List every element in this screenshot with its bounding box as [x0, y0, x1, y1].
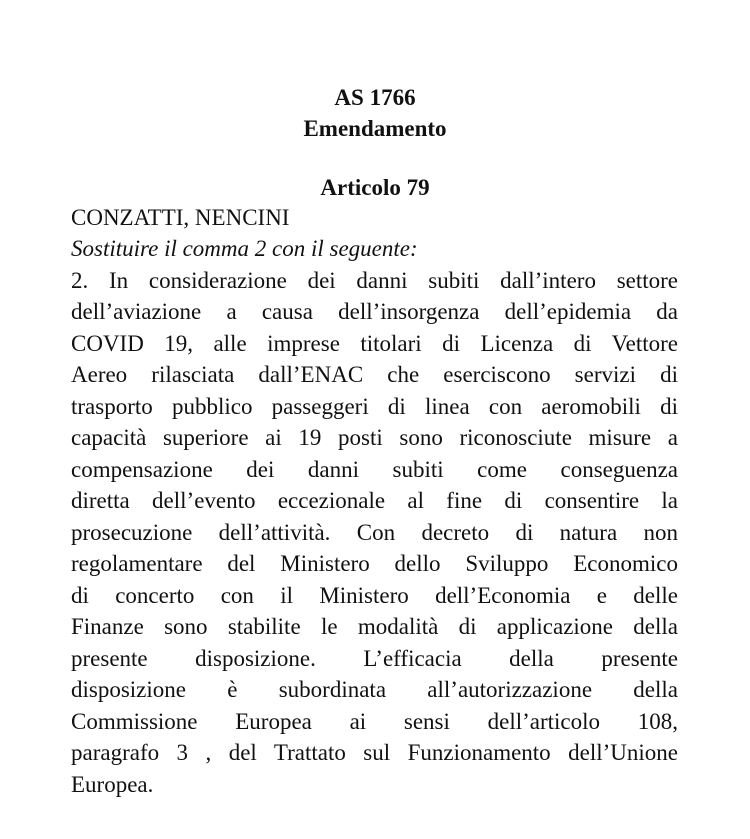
body-line: prosecuzione dell’attività. Con decreto di natura non [71, 520, 678, 545]
body-line: dell’aviazione a causa dell’insorgenza dell’epidemia da [71, 299, 678, 324]
body-line: presente disposizione. L’efficacia della presente [71, 646, 678, 671]
proposers: CONZATTI, NENCINI [71, 205, 290, 230]
body-line: compensazione dei danni subiti come conseguenza [71, 457, 678, 482]
body-line: COVID 19, alle imprese titolari di Licenza di Vettore [71, 331, 678, 356]
body-line: Commissione Europea ai sensi dell’articolo 108, [71, 709, 678, 734]
body-line: capacità superiore ai 19 posti sono riconosciute misure a [71, 425, 678, 450]
body-line: Finanze sono stabilite le modalità di applicazione della [71, 614, 678, 639]
body-line: trasporto pubblico passeggeri di linea con aeromobili di [71, 394, 678, 419]
document-type: Emendamento [303, 116, 447, 141]
bill-number: AS 1766 [334, 85, 416, 110]
body-line: di concerto con il Ministero dell’Economia e delle [71, 583, 678, 608]
amendment-instruction: Sostituire il comma 2 con il seguente: [71, 236, 418, 261]
body-line: 2. In considerazione dei danni subiti dall’intero settore [71, 268, 678, 293]
body-line: disposizione è subordinata all’autorizzazione della [71, 677, 678, 702]
body-line: regolamentare del Ministero dello Sviluppo Economico [71, 551, 678, 576]
body-line: Aereo rilasciata dall’ENAC che eserciscono servizi di [71, 362, 678, 387]
body-line: Europea. [71, 772, 154, 797]
body-line: diretta dell’evento eccezionale al fine di consentire la [71, 488, 678, 513]
article-heading: Articolo 79 [320, 175, 430, 200]
body-line: paragrafo 3 , del Trattato sul Funzionamento dell’Unione [71, 740, 678, 765]
